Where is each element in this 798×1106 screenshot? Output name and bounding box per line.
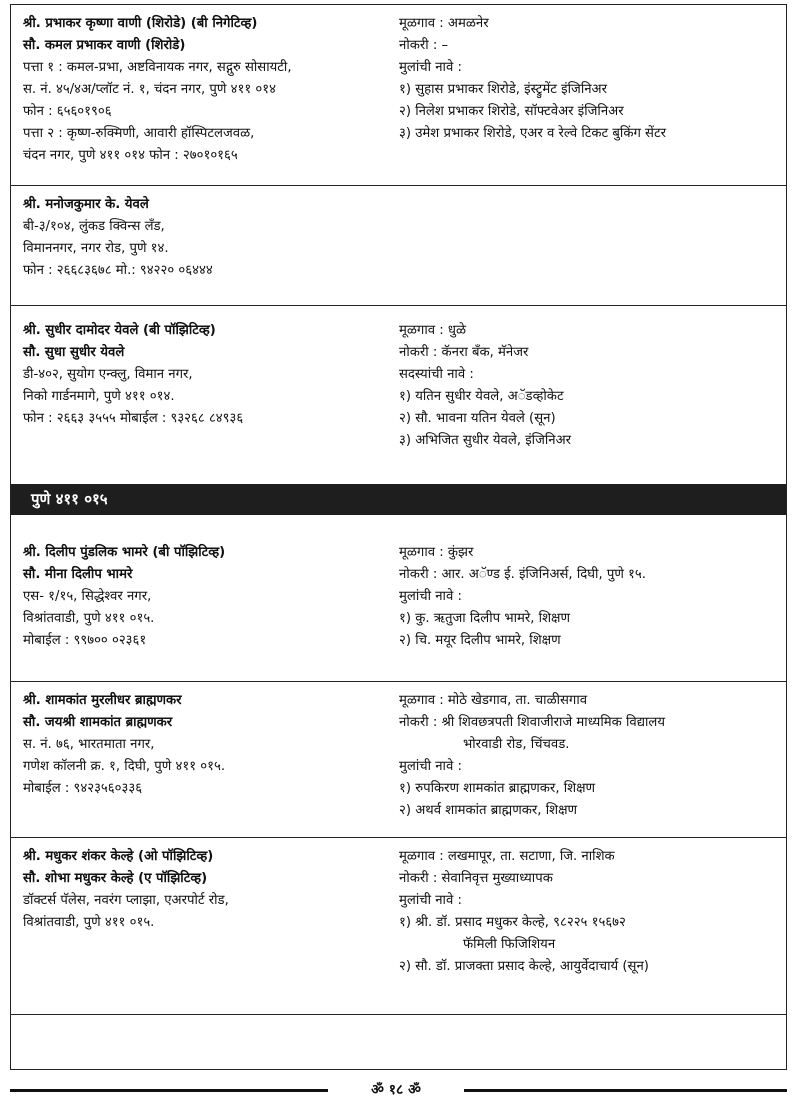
entry-address-column	[23, 13, 395, 167]
child-item: २) सौ. डॉ. प्राजक्ता प्रसाद केल्हे, आयुर्वेदाचार्य (सून)	[399, 959, 649, 974]
phone-line: मोबाईल : ९९७०० ०२३६१	[23, 633, 147, 648]
address-line: विश्रांतवाडी, पुणे ४११ ०१५.	[23, 915, 155, 930]
directory-entry	[11, 515, 786, 682]
child-item: २) अथर्व शामकांत ब्राह्मणकर, शिक्षण	[399, 803, 578, 818]
child-item: ३) उमेश प्रभाकर शिरोडे, एअर व रेल्वे टिकट बुकिंग सेंटर	[399, 126, 667, 141]
address-line: स. नं. ४५/४अ/प्लॉट नं. १, चंदन नगर, पुणे ४११ ०१४	[23, 82, 276, 97]
spouse-name: सौ. शोभा मधुकर केल्हे (ए पॉझिटिव्ह)	[23, 871, 208, 886]
address-line: डॉक्टर्स पॅलेस, नवरंग प्लाझा, एअरपोर्ट रोड,	[23, 893, 229, 908]
entry-details-column	[399, 542, 784, 652]
child-item: १) रुपकिरण शामकांत ब्राह्मणकर, शिक्षण	[399, 781, 596, 796]
child-item: १) सुहास प्रभाकर शिरोडे, इंस्ट्रुमेंट इंजिनिअर	[399, 82, 608, 97]
member-name: श्री. प्रभाकर कृष्णा वाणी (शिरोडे) (बी निगेटिव्ह)	[23, 16, 258, 31]
native-place: मूळगाव : अमळनेर	[399, 16, 489, 31]
address-line: विमाननगर, नगर रोड, पुणे १४.	[23, 241, 169, 256]
entry-address-column	[23, 542, 395, 652]
child-item: १) श्री. डॉ. प्रसाद मधुकर केल्हे, ९८२२५ १५६७२	[399, 915, 626, 930]
member-name: श्री. मधुकर शंकर केल्हे (ओ पॉझिटिव्ह)	[23, 849, 214, 864]
native-place: मूळगाव : धुळे	[399, 323, 467, 338]
address-line: एस- १/१५, सिद्धेश्वर नगर,	[23, 589, 152, 604]
native-place: मूळगाव : कुंझर	[399, 545, 474, 560]
footer-rule-left	[10, 1089, 328, 1092]
member-name: श्री. सुधीर दामोदर येवले (बी पॉझिटिव्ह)	[23, 323, 216, 338]
member-item: १) यतिन सुधीर येवले, अॅडव्होकेट	[399, 389, 564, 404]
children-heading: मुलांची नावे :	[399, 759, 462, 774]
child-item-continued: फॅमिली फिजिशियन	[463, 937, 556, 952]
member-item: ३) अभिजित सुधीर येवले, इंजिनिअर	[399, 433, 572, 448]
directory-frame	[10, 4, 787, 1070]
page-number: ॐ १८ ॐ	[371, 1082, 421, 1098]
address-line: बी-३/१०४, लुंकड क्विन्स लँड,	[23, 219, 165, 234]
spouse-name: सौ. मीना दिलीप भामरे	[23, 567, 133, 582]
directory-entry	[11, 306, 786, 484]
address-line: स. नं. ७६, भारतमाता नगर,	[23, 737, 155, 752]
phone-line: फोन : २६६३ ३५५५ मोबाईल : ९३२६८ ८४९३६	[23, 411, 244, 426]
directory-entry	[11, 186, 786, 306]
native-place: मूळगाव : लखमापूर, ता. सटाणा, जि. नाशिक	[399, 849, 615, 864]
children-heading: मुलांची नावे :	[399, 60, 462, 75]
entry-address-column	[23, 846, 395, 934]
address-line: निको गार्डनमागे, पुणे ४११ ०१४.	[23, 389, 175, 404]
entry-details-column	[399, 690, 784, 822]
members-heading: सदस्यांची नावे :	[399, 367, 474, 382]
occupation: नोकरी : कॅनरा बँक, मॅनेजर	[399, 345, 529, 360]
footer-rule-right	[464, 1089, 787, 1092]
entry-address-column	[23, 320, 395, 430]
address-line: विश्रांतवाडी, पुणे ४११ ०१५.	[23, 611, 155, 626]
empty-entry	[11, 1015, 786, 1071]
spouse-name: सौ. सुधा सुधीर येवले	[23, 345, 125, 360]
member-item: २) सौ. भावना यतिन येवले (सून)	[399, 411, 556, 426]
entry-details-column	[399, 846, 784, 978]
child-item: १) कु. ऋतुजा दिलीप भामरे, शिक्षण	[399, 611, 571, 626]
occupation: नोकरी : –	[399, 38, 449, 53]
entry-address-column	[23, 194, 395, 282]
page-footer	[10, 1078, 787, 1102]
section-heading: पुणे ४११ ०१५	[11, 484, 786, 515]
occupation: नोकरी : सेवानिवृत्त मुख्याध्यापक	[399, 871, 553, 886]
entry-address-column	[23, 690, 395, 800]
entry-details-column	[399, 13, 784, 145]
address-line: डी-४०२, सुयोग एन्क्लु, विमान नगर,	[23, 367, 193, 382]
occupation: नोकरी : श्री शिवछत्रपती शिवाजीराजे माध्यमिक विद्यालय	[399, 715, 666, 730]
member-name: श्री. मनोजकुमार के. येवले	[23, 197, 149, 212]
occupation: नोकरी : आर. अॅण्ड ई. इंजिनिअर्स, दिघी, पुणे १५.	[399, 567, 646, 582]
children-heading: मुलांची नावे :	[399, 893, 462, 908]
directory-entry	[11, 838, 786, 1015]
spouse-name: सौ. जयश्री शामकांत ब्राह्मणकर	[23, 715, 173, 730]
phone-line: मोबाईल : ९४२३५६०३३६	[23, 781, 143, 796]
phone-line: फोन : ६५६०१९०६	[23, 104, 112, 119]
phone-line: फोन : २६६८३६७८ मो.: ९४२२० ०६४४४	[23, 263, 213, 278]
children-heading: मुलांची नावे :	[399, 589, 462, 604]
directory-entry	[11, 5, 786, 186]
native-place: मूळगाव : मोठे खेडगाव, ता. चाळीसगाव	[399, 693, 588, 708]
phone-line: चंदन नगर, पुणे ४११ ०१४ फोन : २७०१०१६५	[23, 148, 238, 163]
address-line: पत्ता २ : कृष्ण-रुक्मिणी, आवारी हॉस्पिटलजवळ,	[23, 126, 255, 141]
child-item: २) निलेश प्रभाकर शिरोडे, सॉफ्टवेअर इंजिनिअर	[399, 104, 624, 119]
spouse-name: सौ. कमल प्रभाकर वाणी (शिरोडे)	[23, 38, 186, 53]
entry-details-column	[399, 320, 784, 452]
member-name: श्री. शामकांत मुरलीधर ब्राह्मणकर	[23, 693, 182, 708]
directory-entry	[11, 682, 786, 838]
member-name: श्री. दिलीप पुंडलिक भामरे (बी पॉझिटिव्ह)	[23, 545, 226, 560]
child-item: २) चि. मयूर दिलीप भामरे, शिक्षण	[399, 633, 561, 648]
address-line: पत्ता १ : कमल-प्रभा, अष्टविनायक नगर, सद्गुरु सोसायटी,	[23, 60, 292, 75]
occupation-continued: भोरवाडी रोड, चिंचवड.	[463, 737, 570, 752]
address-line: गणेश कॉलनी क्र. १, दिघी, पुणे ४११ ०१५.	[23, 759, 226, 774]
